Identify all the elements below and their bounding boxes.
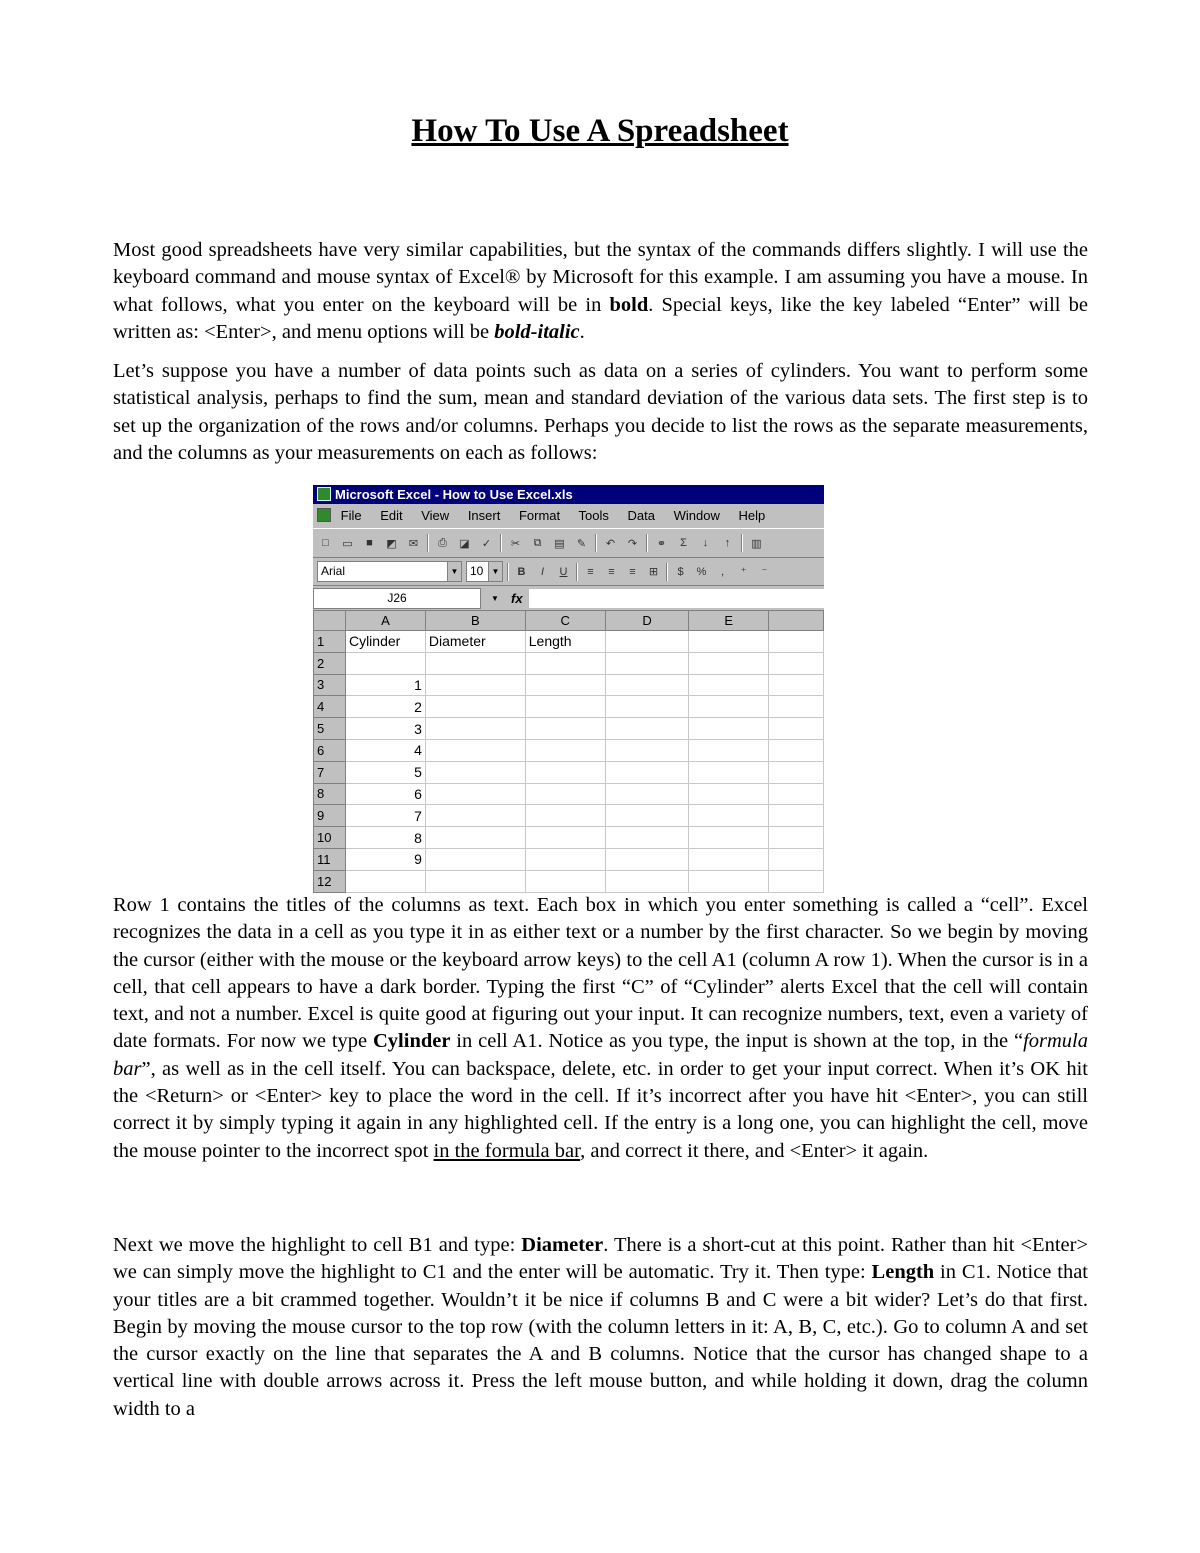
underline-icon[interactable]: U — [559, 565, 568, 578]
cell-d[interactable] — [605, 870, 689, 892]
bold-icon[interactable]: B — [517, 565, 526, 578]
p1-bold: bold — [609, 293, 649, 316]
table-row — [314, 827, 824, 849]
cell-c[interactable] — [525, 783, 605, 805]
cell-f[interactable] — [769, 848, 824, 870]
font-name-select[interactable] — [317, 561, 462, 582]
percent-icon[interactable]: % — [696, 565, 707, 578]
cell-d[interactable] — [605, 696, 689, 718]
cell-d[interactable] — [605, 631, 689, 653]
paragraph-column-width — [113, 1232, 1088, 1423]
row-header[interactable]: 3 — [314, 674, 346, 696]
table-row — [314, 674, 824, 696]
p4-bold-1: Diameter — [521, 1234, 604, 1256]
cell-b[interactable]: Diameter — [425, 631, 525, 653]
menu-window[interactable]: Window — [673, 508, 720, 523]
new-icon[interactable]: □ — [322, 537, 329, 549]
menu-help[interactable]: Help — [738, 508, 766, 523]
cut-icon[interactable]: ✂ — [510, 537, 521, 550]
cell-f[interactable] — [769, 631, 824, 653]
row-header[interactable]: 8 — [314, 783, 346, 805]
cell-c[interactable] — [525, 870, 605, 892]
undo-icon[interactable]: ↶ — [605, 537, 616, 550]
cell-a[interactable]: 4 — [345, 739, 425, 761]
cell-b[interactable] — [425, 870, 525, 892]
cell-a[interactable] — [345, 652, 425, 674]
cell-a[interactable]: 2 — [345, 696, 425, 718]
paste-icon[interactable]: ▤ — [554, 537, 565, 550]
formula-input[interactable] — [529, 589, 824, 608]
italic-icon[interactable]: I — [540, 565, 545, 578]
paragraph-cylinders: Let’s suppose you have a number of data points such as data on a series of cylinders. You want to perform some statistical analysis, perhaps to find the sum, mean and standard deviation of the various data sets. The first step is to set up the organization of the rows and/or columns. Perhaps you decide to list the rows as the separate measurements, and the columns as your measurements on each as follows: — [113, 360, 1088, 464]
excel-app-icon — [317, 487, 331, 501]
print-preview-icon[interactable]: ◪ — [459, 537, 470, 550]
p1-text-c: . — [579, 320, 585, 343]
p4-text-a: Next we move the highlight to cell B1 and type: — [113, 1234, 522, 1256]
excel-menu-bar — [313, 504, 824, 528]
column-header[interactable]: A — [345, 611, 425, 631]
worksheet-grid — [313, 610, 824, 893]
cell-c[interactable] — [525, 652, 605, 674]
formula-bar — [313, 586, 824, 610]
cell-d[interactable] — [605, 652, 689, 674]
chart-wizard-icon[interactable]: ▥ — [751, 537, 762, 550]
cell-e[interactable] — [689, 718, 769, 740]
toolbar-separator — [741, 534, 743, 552]
table-row — [314, 739, 824, 761]
cell-a[interactable]: 6 — [345, 783, 425, 805]
column-header-row — [314, 611, 824, 631]
save-icon[interactable]: ■ — [366, 537, 373, 549]
cell-e[interactable] — [689, 652, 769, 674]
hyperlink-icon[interactable]: ⚭ — [656, 537, 667, 550]
table-row — [314, 696, 824, 718]
cell-f[interactable] — [769, 674, 824, 696]
p3-text-b: in cell A1. Notice as you type, the input is shown at the top, in the “ — [450, 1030, 1024, 1053]
decrease-decimal-icon[interactable]: ⁻ — [761, 566, 768, 578]
p3-text-d: , and correct it there, and <Enter> it again. — [580, 1139, 929, 1162]
cell-d[interactable] — [605, 827, 689, 849]
cell-f[interactable] — [769, 696, 824, 718]
cell-b[interactable] — [425, 805, 525, 827]
cell-a[interactable]: 5 — [345, 761, 425, 783]
p1-text-b: . Special keys, like the key labeled “Enter” will be written as: <Enter>, and menu options will be — [113, 293, 1088, 343]
p4-bold-2: Length — [871, 1261, 935, 1284]
cell-d[interactable] — [605, 674, 689, 696]
p1-bold-italic: bold-italic — [494, 320, 580, 343]
cell-e[interactable] — [689, 674, 769, 696]
align-left-icon[interactable]: ≡ — [587, 565, 594, 578]
cell-b[interactable] — [425, 652, 525, 674]
cell-e[interactable] — [689, 783, 769, 805]
redo-icon[interactable]: ↷ — [627, 537, 638, 550]
cell-c[interactable] — [525, 718, 605, 740]
formatting-toolbar — [313, 558, 824, 586]
select-all-corner[interactable] — [314, 611, 346, 631]
cell-c[interactable] — [525, 761, 605, 783]
cell-d[interactable] — [605, 761, 689, 783]
cell-f[interactable] — [769, 870, 824, 892]
table-row — [314, 848, 824, 870]
copy-icon[interactable]: ⧉ — [533, 536, 542, 549]
p4-text-b: . There is a short-cut at this point. Rather than hit <Enter> we can simply move the highlight to C1 and the enter will be automatic. Try it. Then type: — [113, 1234, 1089, 1284]
chevron-down-icon[interactable]: ▼ — [491, 593, 499, 603]
paragraph-cells — [113, 892, 1088, 1165]
toolbar-separator — [576, 563, 578, 581]
chevron-down-icon[interactable]: ▼ — [488, 562, 502, 581]
menu-view[interactable]: View — [421, 508, 450, 523]
cell-d[interactable] — [605, 805, 689, 827]
row-header[interactable]: 12 — [314, 870, 346, 892]
menu-edit[interactable]: Edit — [380, 508, 403, 523]
cell-c[interactable] — [525, 696, 605, 718]
menu-data[interactable]: Data — [627, 508, 655, 523]
page-title: How To Use A Spreadsheet — [411, 113, 789, 149]
cell-a[interactable]: 3 — [345, 718, 425, 740]
font-size-select[interactable] — [466, 561, 503, 582]
increase-decimal-icon[interactable]: ⁺ — [740, 566, 747, 578]
email-icon[interactable]: ✉ — [408, 537, 419, 550]
row-header[interactable]: 6 — [314, 739, 346, 761]
chevron-down-icon[interactable]: ▼ — [447, 562, 461, 581]
cell-c[interactable] — [525, 739, 605, 761]
toolbar-separator — [427, 534, 429, 552]
workbook-icon — [317, 508, 331, 522]
name-box-value: J26 — [387, 590, 407, 605]
cell-a[interactable]: 1 — [345, 674, 425, 696]
fx-icon[interactable]: fx — [511, 590, 523, 606]
cell-c[interactable] — [525, 805, 605, 827]
print-icon[interactable]: ⎙ — [438, 536, 447, 549]
cell-f[interactable] — [769, 827, 824, 849]
cell-a[interactable]: 8 — [345, 827, 425, 849]
sort-ascending-icon[interactable]: ↓ — [702, 537, 709, 549]
cell-d[interactable] — [605, 718, 689, 740]
cell-d[interactable] — [605, 739, 689, 761]
cell-b[interactable] — [425, 761, 525, 783]
column-header-partial[interactable] — [769, 611, 824, 631]
cell-f[interactable] — [769, 718, 824, 740]
row-header[interactable]: 5 — [314, 718, 346, 740]
row-header[interactable]: 7 — [314, 761, 346, 783]
excel-screenshot — [313, 485, 824, 889]
cell-c[interactable]: Length — [525, 631, 605, 653]
toolbar-separator — [646, 534, 648, 552]
p3-underline: in the formula bar — [433, 1139, 581, 1162]
merge-center-icon[interactable]: ⊞ — [648, 566, 659, 578]
table-row — [314, 783, 824, 805]
p3-bold: Cylinder — [373, 1030, 451, 1053]
row-header[interactable]: 4 — [314, 696, 346, 718]
cell-e[interactable] — [689, 631, 769, 653]
format-painter-icon[interactable]: ✎ — [576, 537, 587, 550]
comma-style-icon[interactable]: , — [720, 565, 725, 578]
p1-text-a: Most good spreadsheets have very similar capabilities, but the syntax of the commands differs slightly. I will use the keyboard command and mouse syntax of Excel® by Microsoft for this example. I am assuming you have a mouse. In what follows, what you enter on the keyboard will be in — [113, 239, 1088, 316]
p4-text-c: in C1. Notice that your titles are a bit crammed together. Wouldn’t it be nice if columns B and C were a bit wider? Let’s do that first. Begin by moving the mouse cursor to the top row (with the column letters in it: A, B, C, etc.). Go to column A and set the cursor exactly on the line that separates the A and B columns. Notice that the cursor has changed shape to a vertical line with double arrows across it. Press the left mouse button, and while holding it down, drag the column width to a — [113, 1261, 1088, 1420]
toolbar-separator — [507, 563, 509, 581]
cell-a[interactable]: 7 — [345, 805, 425, 827]
excel-title-bar — [313, 485, 824, 504]
table-row — [314, 761, 824, 783]
align-center-icon[interactable]: ≡ — [608, 565, 615, 578]
column-header[interactable]: B — [425, 611, 525, 631]
permission-icon[interactable]: ◩ — [386, 537, 397, 550]
table-row — [314, 718, 824, 740]
paragraph-intro — [113, 237, 1088, 346]
cell-b[interactable] — [425, 739, 525, 761]
menu-insert[interactable]: Insert — [467, 508, 501, 523]
p3-italic: formula bar — [113, 1030, 1088, 1080]
cell-a[interactable]: Cylinder — [345, 631, 425, 653]
cell-f[interactable] — [769, 739, 824, 761]
cell-e[interactable] — [689, 805, 769, 827]
row-header[interactable]: 10 — [314, 827, 346, 849]
cell-c[interactable] — [525, 848, 605, 870]
cell-c[interactable] — [525, 827, 605, 849]
column-header[interactable]: C — [525, 611, 605, 631]
menu-format[interactable]: Format — [518, 508, 561, 523]
row-header[interactable]: 2 — [314, 652, 346, 674]
cell-b[interactable] — [425, 783, 525, 805]
row-header[interactable]: 11 — [314, 848, 346, 870]
cell-f[interactable] — [769, 761, 824, 783]
cell-c[interactable] — [525, 674, 605, 696]
cell-e[interactable] — [689, 848, 769, 870]
cell-e[interactable] — [689, 739, 769, 761]
p3-text-c: ”, as well as in the cell itself. You can backspace, delete, etc. in order to get your input correct. When it’s OK hit the <Return> or <Enter> key to place the word in the cell. If it’s incorrect after you have hit <Enter>, you can still correct it by simply typing it again in any highlighted cell. If the entry is a long one, you can highlight the cell, move the mouse pointer to the incorrect spot — [113, 1057, 1088, 1162]
cell-b[interactable] — [425, 827, 525, 849]
cell-a[interactable]: 9 — [345, 848, 425, 870]
menu-tools[interactable]: Tools — [578, 508, 609, 523]
font-size-value: 10 — [470, 564, 484, 578]
spelling-icon[interactable]: ✓ — [481, 537, 492, 550]
column-header[interactable]: D — [605, 611, 689, 631]
standard-toolbar — [313, 528, 824, 558]
cell-d[interactable] — [605, 783, 689, 805]
excel-window-title: Microsoft Excel - How to Use Excel.xls — [335, 487, 573, 502]
cell-b[interactable] — [425, 696, 525, 718]
table-row — [314, 631, 824, 653]
menu-file[interactable]: File — [340, 508, 362, 523]
p3-text-a: Row 1 contains the titles of the columns as text. Each box in which you enter something is called a “cell”. Excel recognizes the data in a cell as you type it in as either text or a number by the first character. So we begin by moving the cursor (either with the mouse or the keyboard arrow keys) to the cell A1 (column A row 1). When the cursor is in a cell, that cell appears to have a dark border. Typing the first “C” of “Cylinder” alerts Excel that the cell will contain text, and not a number. Excel is quite good at figuring out your input. It can recognize numbers, text, even a variety of date formats. For now we type — [113, 894, 1088, 1053]
font-name-value: Arial — [321, 564, 346, 578]
name-box[interactable] — [313, 588, 499, 609]
table-row — [314, 870, 824, 892]
cell-e[interactable] — [689, 761, 769, 783]
align-right-icon[interactable]: ≡ — [629, 565, 636, 578]
cell-e[interactable] — [689, 870, 769, 892]
column-header[interactable]: E — [689, 611, 769, 631]
cell-b[interactable] — [425, 848, 525, 870]
row-header[interactable]: 1 — [314, 631, 346, 653]
cell-f[interactable] — [769, 783, 824, 805]
toolbar-separator — [666, 563, 668, 581]
open-icon[interactable]: ▭ — [342, 537, 353, 550]
cell-e[interactable] — [689, 696, 769, 718]
currency-icon[interactable]: $ — [677, 565, 684, 578]
sort-descending-icon[interactable]: ↑ — [724, 537, 731, 549]
cell-f[interactable] — [769, 805, 824, 827]
cell-a[interactable] — [345, 870, 425, 892]
cell-f[interactable] — [769, 652, 824, 674]
cell-b[interactable] — [425, 718, 525, 740]
toolbar-separator — [595, 534, 597, 552]
cell-d[interactable] — [605, 848, 689, 870]
table-row — [314, 805, 824, 827]
autosum-icon[interactable]: Σ — [680, 537, 687, 549]
row-header[interactable]: 9 — [314, 805, 346, 827]
toolbar-separator — [500, 534, 502, 552]
table-row — [314, 652, 824, 674]
cell-b[interactable] — [425, 674, 525, 696]
cell-e[interactable] — [689, 827, 769, 849]
